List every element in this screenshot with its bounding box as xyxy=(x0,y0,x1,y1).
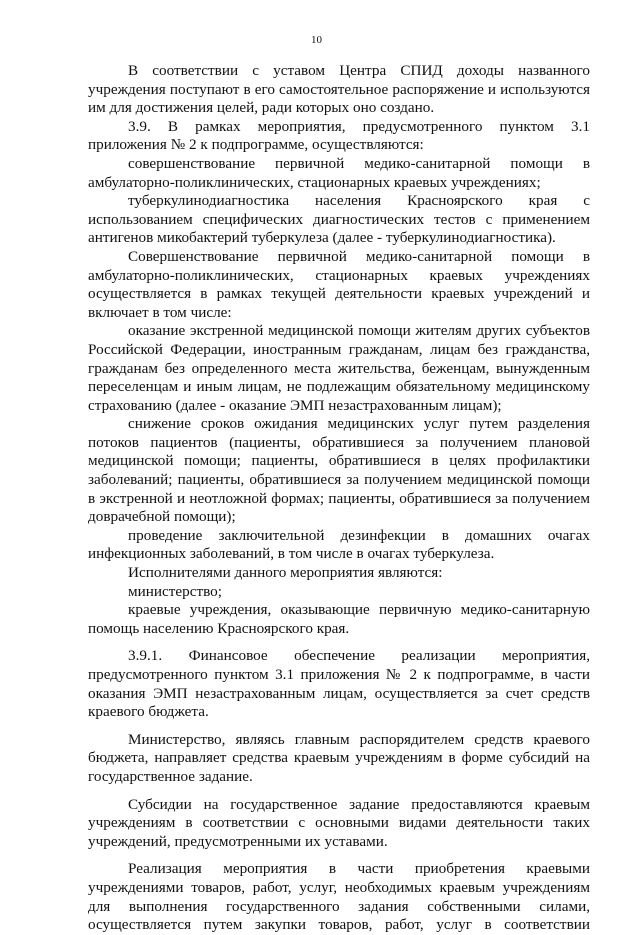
paragraph-waiting-times: снижение сроков ожидания медицинских услуг путем разделения потоков пациентов (пациенты, обратившиеся за получением плановой медицинской помощи; пациенты, обратившиеся в целях профилактики заболеваний; пациенты, обратившиеся за получением медицинской помощи в экстренной и неотложной формах; пациенты, обратившиеся за получением доврачебной помощи); xyxy=(88,415,590,526)
paragraph-income: В соответствии с уставом Центра СПИД доходы названного учреждения поступают в его самостоятельное распоряжение и используются им для достижения целей, ради которых оно создано. xyxy=(88,62,590,117)
paragraph-subsidies: Субсидии на государственное задание предоставляются краевым учреждениям в соответствии с основными видами деятельности таких учреждений, предусмотренными их уставами. xyxy=(88,795,590,850)
paragraph-improvement: Совершенствование первичной медико-санитарной помощи в амбулаторно-поликлинических, стационарных краевых учреждениях осуществляется в рамках текущей деятельности краевых учреждений и включает в том числе: xyxy=(88,247,590,321)
paragraph-emergency-care: оказание экстренной медицинской помощи жителям других субъектов Российской Федерации, иностранным гражданам, лицам без гражданства, гражданам без определенного места жительства, беженцам, вынужденным переселенцам и иным лицам, не подлежащим обязательному медицинскому страхованию (далее - оказание ЭМП незастрахованным лицам); xyxy=(88,322,590,414)
page-number: 10 xyxy=(311,34,322,46)
paragraph-3-9: 3.9. В рамках мероприятия, предусмотренного пунктом 3.1 приложения № 2 к подпрограмме, осуществляются: xyxy=(88,117,590,154)
document-body xyxy=(88,62,590,935)
paragraph-institutions: краевые учреждения, оказывающие первичную медико-санитарную помощь населению Красноярского края. xyxy=(88,601,590,637)
paragraph-disinfection: проведение заключительной дезинфекции в домашних очагах инфекционных заболеваний, в том числе в очагах туберкулеза. xyxy=(88,526,590,563)
paragraph-3-9-1: 3.9.1. Финансовое обеспечение реализации мероприятия, предусмотренного пунктом 3.1 приложения № 2 к подпрограмме, в части оказания ЭМП незастрахованным лицам, осуществляется за счет средств краевого бюджета. xyxy=(88,647,590,721)
paragraph-executors: Исполнителями данного мероприятия являются: xyxy=(128,564,443,582)
paragraph-ministry: министерство; xyxy=(128,582,222,600)
paragraph-procurement: Реализация мероприятия в части приобретения краевыми учреждениями товаров, работ, услуг, необходимых краевым учреждениям для выполнения государственного задания собственными силами, осуществляется путем закупки товаров, работ, услуг в соответствии xyxy=(88,860,590,934)
paragraph-primary-care: совершенствование первичной медико-санитарной помощи в амбулаторно-поликлинических, стационарных краевых учреждениях; xyxy=(88,154,590,191)
paragraph-tuberculin: туберкулинодиагностика населения Красноярского края с использованием специфических диагностических тестов с применением антигенов микобактерий туберкулеза (далее - туберкулинодиагностика). xyxy=(88,192,590,247)
paragraph-ministry-funding: Министерство, являясь главным распорядителем средств краевого бюджета, направляет средства краевым учреждениям в форме субсидий на государственное задание. xyxy=(88,730,590,785)
